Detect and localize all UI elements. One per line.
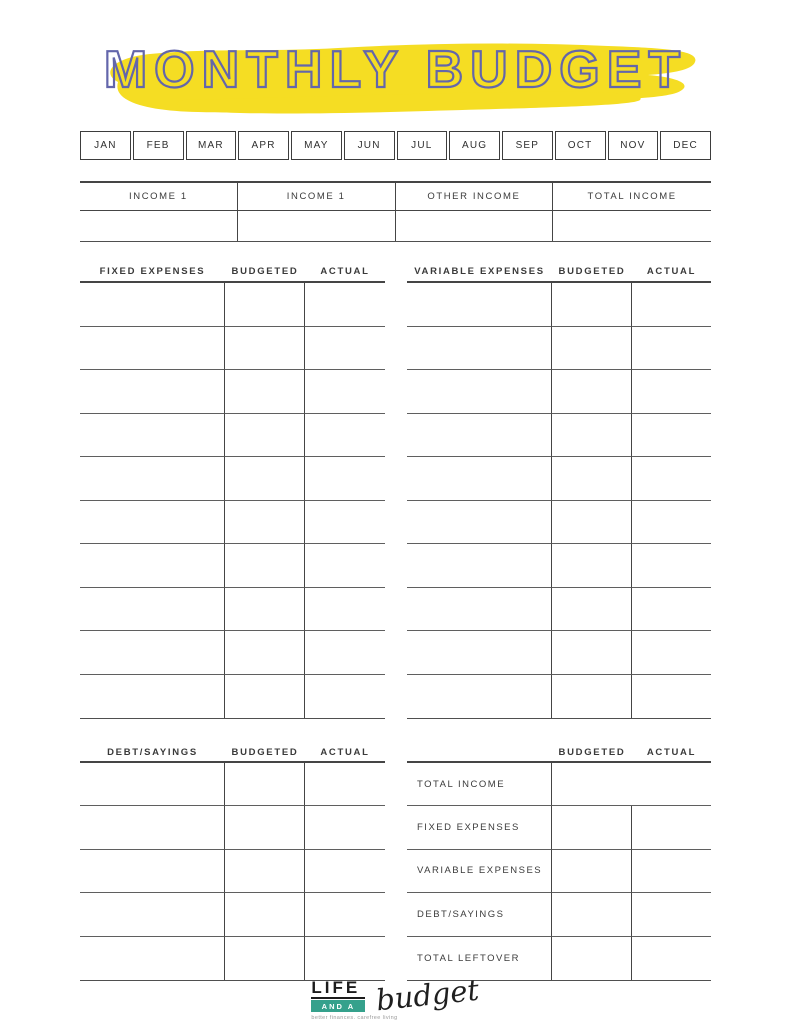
blank-fill-cell xyxy=(632,937,711,980)
blank-fill-cell xyxy=(407,327,552,371)
blank-fill-cell xyxy=(632,893,711,936)
blank-fill-cell xyxy=(552,283,632,327)
budgeted-label: BUDGETED xyxy=(558,746,626,758)
blank-fill-cell xyxy=(552,501,632,545)
blank-fill-cell xyxy=(80,806,225,849)
blank-fill-cell xyxy=(407,588,552,632)
blank-fill-cell xyxy=(632,501,711,545)
blank-fill-cell xyxy=(407,501,552,545)
total-income-header: TOTAL INCOME xyxy=(553,183,711,211)
variable-expenses-table xyxy=(407,281,711,719)
blank-fill-cell xyxy=(552,675,632,719)
month-oct: OCT xyxy=(555,131,606,160)
blank-fill-cell xyxy=(407,631,552,675)
blank-fill-cell xyxy=(305,327,385,371)
actual-label: ACTUAL xyxy=(320,746,370,758)
month-strip xyxy=(80,131,711,160)
month-jan: JAN xyxy=(80,131,131,160)
blank-fill-cell xyxy=(80,370,225,414)
blank-fill-cell xyxy=(407,414,552,458)
fixed-expenses-label: FIXED EXPENSES xyxy=(99,265,206,277)
title-section xyxy=(0,36,791,120)
blank-fill-cell xyxy=(552,631,632,675)
budgeted-label: BUDGETED xyxy=(558,265,626,277)
income1-header: INCOME 1 xyxy=(80,183,238,211)
debt-savings-header-row xyxy=(80,744,385,760)
blank-fill-cell xyxy=(632,283,711,327)
blank-fill-cell xyxy=(80,675,225,719)
blank-fill-cell xyxy=(632,544,711,588)
blank-fill-cell xyxy=(80,893,225,936)
blank-fill-cell xyxy=(305,588,385,632)
blank-fill-cell xyxy=(80,763,225,806)
month-jun: JUN xyxy=(344,131,395,160)
blank-fill-cell xyxy=(225,893,305,936)
blank-fill-cell xyxy=(305,414,385,458)
debt-savings-label: DEBT/SAYINGS xyxy=(107,746,198,758)
blank-fill-cell xyxy=(80,501,225,545)
blank-fill-cell xyxy=(552,457,632,501)
blank-fill-cell xyxy=(225,806,305,849)
actual-label: ACTUAL xyxy=(320,265,370,277)
fixed-expenses-header-row xyxy=(80,263,385,279)
page-title: MONTHLY BUDGET xyxy=(103,41,688,99)
blank-fill-cell xyxy=(305,675,385,719)
blank-fill-cell xyxy=(632,327,711,371)
blank-fill-cell xyxy=(407,544,552,588)
blank-fill-cell xyxy=(552,850,632,893)
blank-fill-cell xyxy=(225,850,305,893)
blank-fill-cell xyxy=(632,414,711,458)
blank-fill-cell xyxy=(552,544,632,588)
month-aug: AUG xyxy=(449,131,500,160)
summary-row-label: FIXED EXPENSES xyxy=(407,806,552,849)
budgeted-label: BUDGETED xyxy=(231,746,299,758)
logo-budget-script: budget xyxy=(374,972,482,1018)
blank-fill-cell xyxy=(225,327,305,371)
month-jul: JUL xyxy=(397,131,448,160)
blank-fill-cell xyxy=(225,763,305,806)
blank-fill-cell xyxy=(305,457,385,501)
summary-row-label: TOTAL INCOME xyxy=(407,763,552,806)
summary-row-label: TOTAL LEFTOVER xyxy=(407,937,552,980)
blank-fill-cell xyxy=(552,414,632,458)
logo-life-text: LIFE xyxy=(311,978,361,997)
debt-savings-table xyxy=(80,761,385,981)
income1b-blank-cell xyxy=(238,211,396,241)
income1-blank-cell xyxy=(80,211,238,241)
summary-row-label: VARIABLE EXPENSES xyxy=(407,850,552,893)
blank-fill-cell xyxy=(225,588,305,632)
blank-fill-cell xyxy=(407,675,552,719)
blank-fill-cell xyxy=(305,763,385,806)
blank-fill-cell xyxy=(305,283,385,327)
blank-fill-cell xyxy=(225,283,305,327)
actual-label: ACTUAL xyxy=(646,265,697,277)
month-feb: FEB xyxy=(133,131,184,160)
other-income-header: OTHER INCOME xyxy=(396,183,554,211)
blank-fill-cell xyxy=(225,937,305,980)
total-income-blank-cell xyxy=(553,211,711,241)
spacer xyxy=(407,744,552,760)
blank-fill-cell xyxy=(80,544,225,588)
logo-and-a-badge: AND A xyxy=(311,1000,365,1012)
summary-table xyxy=(407,761,711,981)
summary-row-label: DEBT/SAYINGS xyxy=(407,893,552,936)
logo-left-block xyxy=(311,978,398,1021)
blank-fill-cell xyxy=(632,675,711,719)
blank-fill-cell xyxy=(407,283,552,327)
blank-fill-cell xyxy=(80,457,225,501)
blank-fill-cell xyxy=(80,283,225,327)
blank-fill-cell xyxy=(80,327,225,371)
budgeted-label: BUDGETED xyxy=(231,265,299,277)
blank-fill-cell xyxy=(80,414,225,458)
blank-fill-cell xyxy=(80,937,225,980)
blank-fill-cell xyxy=(225,631,305,675)
blank-fill-cell xyxy=(225,414,305,458)
blank-fill-cell xyxy=(632,806,711,849)
actual-label: ACTUAL xyxy=(646,746,697,758)
fixed-expenses-table xyxy=(80,281,385,719)
blank-fill-cell xyxy=(80,588,225,632)
blank-fill-cell xyxy=(225,675,305,719)
blank-fill-cell xyxy=(225,501,305,545)
blank-fill-cell xyxy=(632,631,711,675)
logo-tagline: better finances. carefree living xyxy=(311,1015,398,1021)
month-dec: DEC xyxy=(660,131,711,160)
month-mar: MAR xyxy=(186,131,237,160)
logo-divider xyxy=(311,997,365,999)
blank-fill-cell xyxy=(552,370,632,414)
income1b-header: INCOME 1 xyxy=(238,183,396,211)
blank-fill-cell xyxy=(552,327,632,371)
blank-fill-cell xyxy=(632,370,711,414)
blank-fill-cell xyxy=(632,457,711,501)
blank-fill-cell xyxy=(305,544,385,588)
month-may: MAY xyxy=(291,131,342,160)
other-income-blank-cell xyxy=(396,211,554,241)
blank-fill-cell xyxy=(305,370,385,414)
blank-fill-cell xyxy=(552,588,632,632)
blank-fill-cell xyxy=(305,893,385,936)
blank-fill-cell xyxy=(407,457,552,501)
blank-fill-cell xyxy=(305,806,385,849)
blank-fill-cell xyxy=(407,370,552,414)
footer-logo xyxy=(0,972,791,1021)
blank-fill-cell xyxy=(632,588,711,632)
month-sep: SEP xyxy=(502,131,553,160)
month-nov: NOV xyxy=(608,131,659,160)
summary-header-row xyxy=(407,744,711,760)
blank-fill-cell xyxy=(305,501,385,545)
blank-fill-cell xyxy=(305,631,385,675)
blank-fill-cell xyxy=(632,850,711,893)
income-table xyxy=(80,181,711,242)
blank-fill-cell xyxy=(80,631,225,675)
variable-expenses-header-row xyxy=(407,263,711,279)
month-apr: APR xyxy=(238,131,289,160)
blank-fill-cell xyxy=(552,763,711,806)
blank-fill-cell xyxy=(552,806,632,849)
blank-fill-cell xyxy=(552,893,632,936)
blank-fill-cell xyxy=(305,937,385,980)
blank-fill-cell xyxy=(225,370,305,414)
blank-fill-cell xyxy=(225,457,305,501)
variable-expenses-label: VARIABLE EXPENSES xyxy=(414,265,545,277)
blank-fill-cell xyxy=(552,937,632,980)
blank-fill-cell xyxy=(225,544,305,588)
blank-fill-cell xyxy=(80,850,225,893)
blank-fill-cell xyxy=(305,850,385,893)
